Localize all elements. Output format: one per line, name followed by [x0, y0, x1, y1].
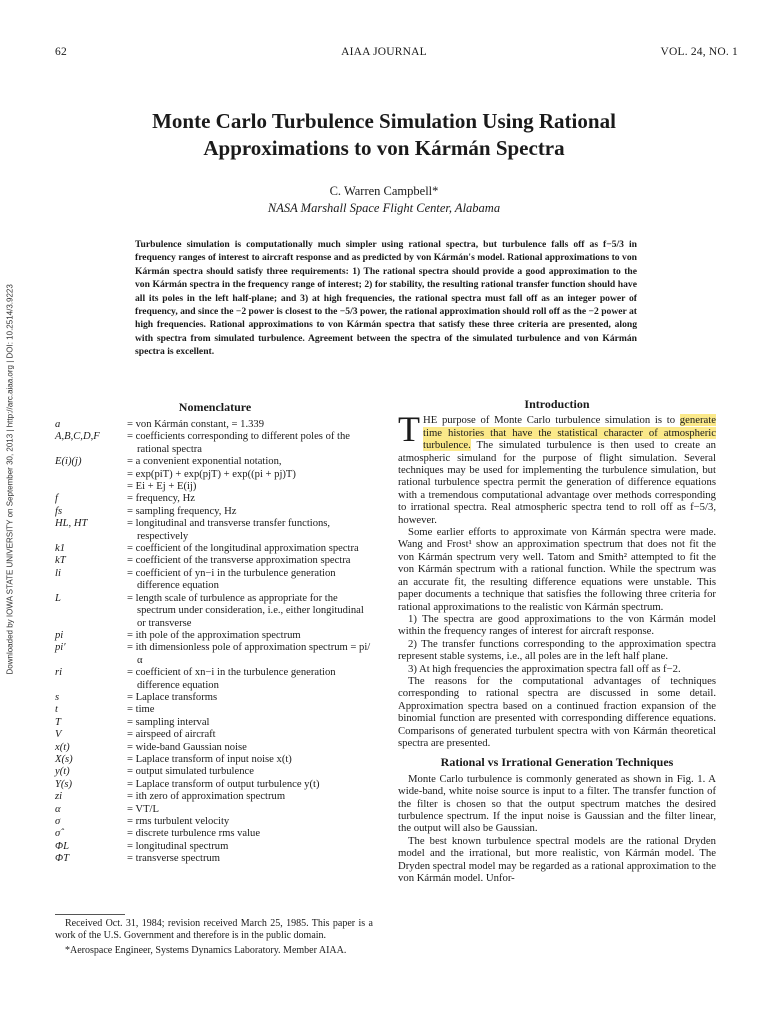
nomenclature-definition: = Laplace transform of input noise x(t) — [127, 753, 292, 765]
nomenclature-symbol: σ̂ — [55, 828, 61, 840]
nomenclature-definition: = ith zero of approximation spectrum — [127, 791, 286, 803]
nomenclature-row — [55, 555, 375, 567]
nomenclature-row — [55, 543, 375, 555]
nomenclature-symbol: A,B,C,D,F — [55, 431, 100, 443]
nomenclature-symbol: HL, HT — [55, 518, 88, 530]
intro-paragraph-3: 1) The spectra are good approximations to the von Kármán model within the frequency ranges of interest for aircraft response. — [398, 612, 716, 638]
nomenclature-definition: = wide-band Gaussian noise — [127, 741, 247, 753]
nomenclature-row — [55, 791, 375, 803]
nomenclature-definition: = Laplace transforms — [127, 691, 218, 703]
nomenclature-symbol: zi — [55, 791, 63, 803]
nomenclature-symbol: ri — [55, 667, 63, 679]
nomenclature-definition: = Ei + Ej + E(ij) — [127, 481, 197, 493]
drop-cap: T — [398, 409, 420, 450]
page-number: 62 — [55, 46, 67, 58]
volume-info: VOL. 24, NO. 1 — [660, 46, 738, 58]
nomenclature-definition: = coefficient of xn−i in the turbulence generation difference equation — [127, 667, 336, 691]
nomenclature-definition: = coefficient of the transverse approximation spectra — [127, 555, 351, 567]
nomenclature-symbol: pi — [55, 629, 64, 641]
nomenclature-symbol: E(i)(j) — [55, 456, 82, 468]
nomenclature-row — [55, 804, 375, 816]
title-line-1: Monte Carlo Turbulence Simulation Using Rational — [152, 109, 616, 133]
nomenclature-row — [55, 593, 375, 630]
nomenclature-row — [55, 816, 375, 828]
nomenclature-symbol: k1 — [55, 543, 65, 555]
nomenclature-section — [55, 400, 375, 866]
nomenclature-row — [55, 568, 375, 593]
author-affiliation: NASA Marshall Space Flight Center, Alabama — [267, 201, 501, 215]
highlighted-text[interactable]: generate time histories that have the statistical character of atmospheric turbulence. — [423, 414, 716, 452]
nomenclature-symbol — [55, 469, 127, 481]
nomenclature-symbol: X(s) — [55, 753, 73, 765]
nomenclature-definition: = transverse spectrum — [127, 853, 221, 865]
nomenclature-symbol: T — [55, 716, 61, 728]
author-footnote: *Aerospace Engineer, Systems Dynamics Laboratory. Member AIAA. — [65, 945, 347, 956]
nomenclature-definition: = time — [127, 704, 155, 716]
nomenclature-definition: = coefficient of the longitudinal approximation spectra — [127, 543, 359, 555]
nomenclature-row — [55, 828, 375, 840]
nomenclature-symbol: f — [55, 493, 58, 505]
download-sidebar — [3, 284, 17, 685]
nomenclature-symbol: V — [55, 729, 62, 741]
nomenclature-definition: = sampling frequency, Hz — [127, 505, 237, 517]
nomenclature-definition: = coefficient of yn−i in the turbulence generation difference equation — [127, 567, 336, 592]
download-notice: Downloaded by IOWA STATE UNIVERSITY on September 30, 2013 | http://arc.aiaa.org | DOI: 10.2514/3.9223 — [5, 284, 15, 675]
nomenclature-definition: = longitudinal and transverse transfer functions, respectively — [127, 518, 331, 542]
intro-paragraph-2: Some earlier efforts to approximate von Kármán spectra were made. Wang and Frost¹ show an approximation spectrum that does not fit the von Kármán spectrum very well. Tatom and Smith² attempted to fit the von Kármán spectrum with a rational function. While the spectrum was an accurate fit, the resulting difference equations were unstable. This paper documents a technique that satisfies the following three criteria for rational approximations to the realistic von Kármán spectrum. — [398, 526, 716, 613]
journal-name: AIAA JOURNAL — [341, 46, 427, 58]
rational-paragraph-2: The best known turbulence spectral models are the rational Dryden model and the irrational, but more realistic, von Kármán model. The Dryden spectral model may be regarded as a rational approximation to the von Kármán model. Unfor- — [398, 834, 716, 885]
abstract: Turbulence simulation is computationally much simpler using rational spectra, but turbulence falls off as f−5/3 in frequency ranges of interest to aircraft response and as predicted by von Kármán's model. Rational approximations to von Kármán spectra should satisfy three requirements: 1) The rational spectra should provide a good approximation to the von Kármán spectra in the frequency range of interest; 2) for stability, the resulting rational transfer function should have all its poles in the left half-plane; and 3) at high frequencies, the rational spectra must fall off as an integer power of frequency, and since the −2 power is closest to the −5/3 power, the rational approximation should roll off as the −2 power at high frequencies. Rational approximations to von Kármán spectra that satisfy these three criteria are presented, along with spectra from simulated turbulence. Agreement between the spectra of the simulated turbulence and von Kármán spectra is excellent. — [135, 239, 637, 358]
right-column — [398, 398, 716, 884]
nomenclature-list — [55, 419, 375, 866]
title-line-2: Approximations to von Kármán Spectra — [203, 136, 565, 160]
nomenclature-definition: = ith dimensionless pole of approximation spectrum = pi/α — [127, 642, 371, 666]
intro-paragraph-4: 2) The transfer functions corresponding to the approximation spectra represent stable systems, i.e., all poles are in the left half plane. — [398, 637, 716, 663]
nomenclature-row — [55, 704, 375, 716]
nomenclature-row — [55, 742, 375, 754]
intro-paragraph-6: The reasons for the computational advantages of techniques corresponding to rational spectra are discussed in some detail. Approximation spectra based on a continued fraction expansion of the binomial function are presented with corresponding difference equations. Comparisons of generated turbulent spectra with von Kármán theoretical spectra are presented. — [398, 674, 716, 749]
nomenclature-definition: = frequency, Hz — [127, 493, 195, 505]
nomenclature-row — [55, 692, 375, 704]
nomenclature-row — [55, 853, 375, 865]
nomenclature-definition: = output simulated turbulence — [127, 766, 254, 778]
nomenclature-row — [55, 469, 375, 481]
nomenclature-symbol: ΦT — [55, 853, 69, 865]
nomenclature-row — [55, 754, 375, 766]
nomenclature-definition: = a convenient exponential notation, — [127, 456, 282, 468]
nomenclature-symbol: pi′ — [55, 642, 66, 654]
nomenclature-symbol: y(t) — [55, 766, 70, 778]
nomenclature-row — [55, 841, 375, 853]
nomenclature-row — [55, 630, 375, 642]
intro-p1-start: HE purpose of Monte Carlo turbulence simulation is to — [423, 414, 680, 427]
received-note: Received Oct. 31, 1984; revision received March 25, 1985. This paper is a work of the U.S. Government and therefore is in the public domain. — [55, 918, 373, 941]
nomenclature-symbol: t — [55, 704, 58, 716]
nomenclature-definition: = coefficients corresponding to different poles of the rational spectra — [127, 431, 350, 455]
nomenclature-definition: = longitudinal spectrum — [127, 840, 229, 852]
nomenclature-definition: = von Kármán constant, = 1.339 — [127, 419, 264, 430]
nomenclature-heading: Nomenclature — [178, 400, 252, 414]
author-name: C. Warren Campbell* — [329, 184, 439, 198]
rational-paragraph-1: Monte Carlo turbulence is commonly generated as shown in Fig. 1. A wide-band, white noise source is input to a filter. The transfer function of the filter is chosen so that the output spectrum matches the desired turbulence spectrum. If the input noise is Gaussian and the filter linear, the output will also be Gaussian. — [398, 772, 716, 835]
nomenclature-row — [55, 431, 375, 456]
nomenclature-symbol: kT — [55, 555, 66, 567]
nomenclature-symbol: a — [55, 419, 61, 430]
nomenclature-row — [55, 779, 375, 791]
intro-paragraph-1 — [398, 409, 716, 526]
nomenclature-row — [55, 717, 375, 729]
nomenclature-definition: = rms turbulent velocity — [127, 816, 230, 827]
footnote-rule — [55, 914, 125, 915]
nomenclature-row — [55, 729, 375, 741]
nomenclature-row — [55, 506, 375, 518]
nomenclature-symbol — [55, 481, 127, 493]
nomenclature-definition: = airspeed of aircraft — [127, 729, 216, 741]
nomenclature-row — [55, 642, 375, 667]
nomenclature-definition: = exp(piT) + exp(pjT) + exp((pi + pj)T) — [127, 468, 296, 480]
introduction-heading: Introduction — [524, 397, 590, 411]
nomenclature-symbol: ΦL — [55, 840, 69, 852]
nomenclature-row — [55, 456, 375, 468]
footnotes — [55, 914, 373, 960]
nomenclature-definition: = discrete turbulence rms value — [127, 828, 261, 840]
nomenclature-row — [55, 518, 375, 543]
paper-title — [0, 108, 768, 162]
nomenclature-symbol: x(t) — [55, 741, 70, 753]
rational-heading: Rational vs Irrational Generation Techniques — [440, 755, 674, 770]
nomenclature-definition: = VT/L — [127, 803, 159, 815]
nomenclature-symbol: s — [55, 691, 60, 703]
nomenclature-row — [55, 493, 375, 505]
nomenclature-symbol: li — [55, 567, 61, 579]
nomenclature-definition: = sampling interval — [127, 716, 210, 728]
nomenclature-row — [55, 766, 375, 778]
nomenclature-symbol: α — [55, 803, 61, 815]
nomenclature-symbol: L — [55, 592, 61, 604]
nomenclature-definition: = length scale of turbulence as appropriate for the spectrum under consideration, i.e., either longitudinal or transverse — [127, 592, 364, 629]
nomenclature-row — [55, 667, 375, 692]
nomenclature-row — [55, 481, 375, 493]
nomenclature-definition: = Laplace transform of output turbulence y(t) — [127, 778, 320, 790]
nomenclature-symbol: Y(s) — [55, 778, 73, 790]
nomenclature-symbol: σ — [55, 816, 61, 827]
nomenclature-symbol: fs — [55, 505, 63, 517]
nomenclature-definition: = ith pole of the approximation spectrum — [127, 629, 301, 641]
intro-p1-rest: The simulated turbulence is then used to create an atmospheric simuland for the purpose of flight simulation. Several techniques may be used for implementing the turbulence simulation, but rational turbulence spectra permit the generation of difference equations with a tremendous computational advantage over methods corresponding to irrational spectra. Real atmospheric spectra tend to roll off as f−5/3, however. — [398, 439, 716, 526]
author-block — [0, 183, 768, 217]
intro-paragraph-5: 3) At high frequencies the approximation spectra fall off as f−2. — [408, 662, 681, 675]
nomenclature-row — [55, 419, 375, 431]
